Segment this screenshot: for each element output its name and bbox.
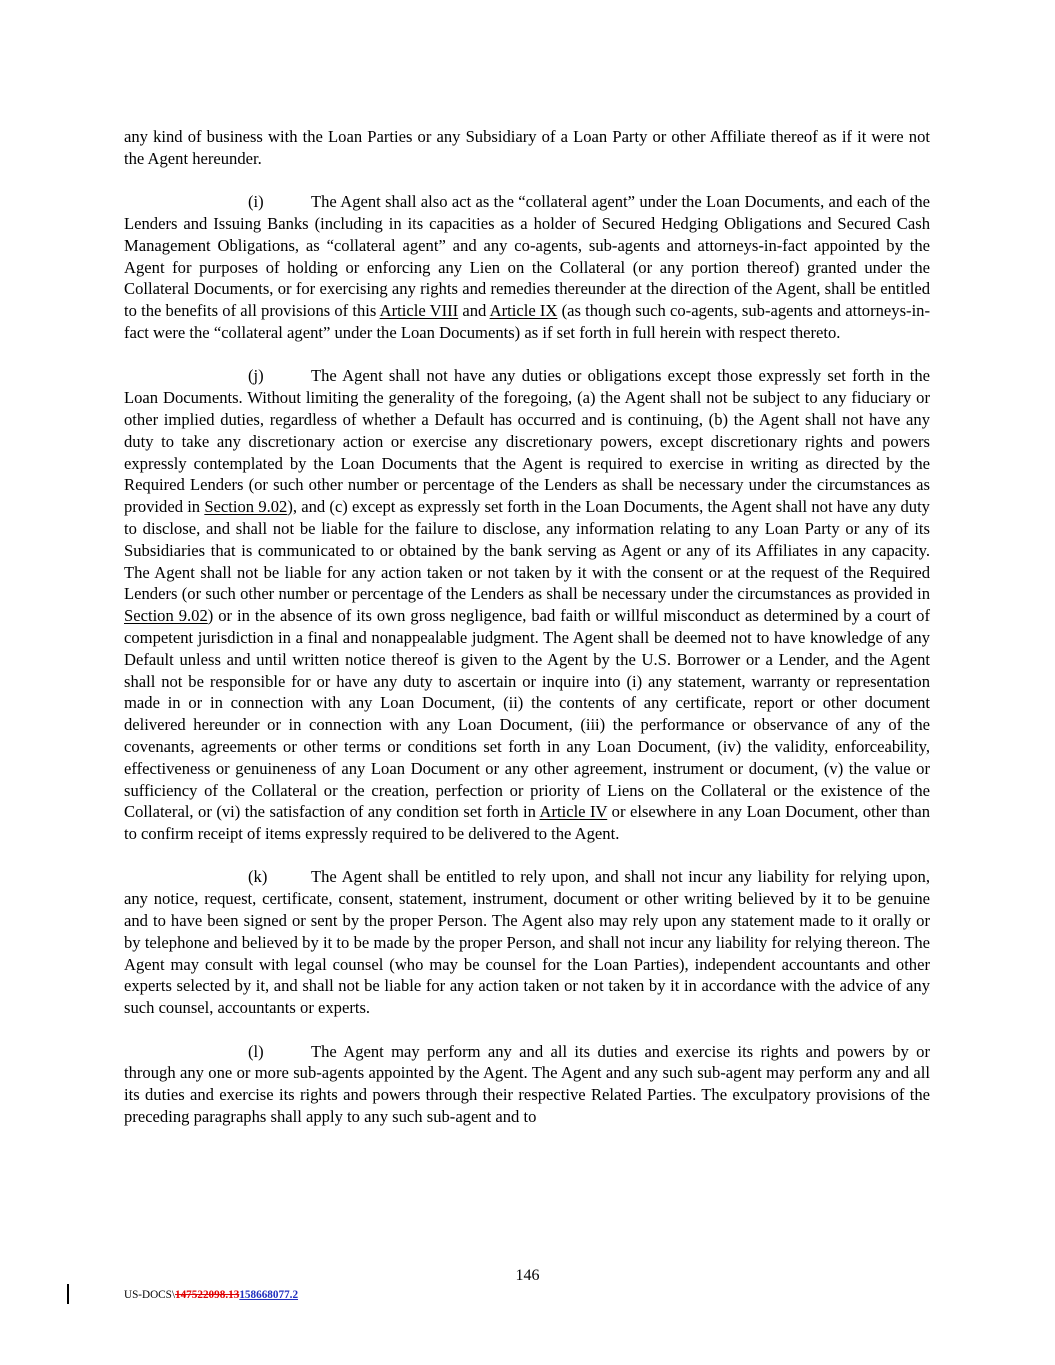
cross-reference-section-9-02: Section 9.02: [124, 606, 208, 626]
paragraph-text: The Agent shall not have any duties or obligations except those expressly set forth in the Loan Documents. Without limiting the generality of the foregoing, (a) the Agent shall not be subject to any fiduciary or other implied duties, regardless of whether a Default has occurred and is continuing, (b) the Agent shall not have any duty to take any discretionary action or exercise any discretionary powers, except discretionary rights and powers expressly contemplated by the Loan Documents that the Agent is required to exercise in writing as directed by the Required Lenders (or such other number or percentage of the Lenders as shall be necessary under the circumstances as provided in: [124, 366, 930, 517]
paragraph-l: [124, 1041, 930, 1128]
paragraph-j: [124, 365, 930, 845]
inserted-document-number: 158668077.2: [239, 1289, 299, 1301]
paragraph-continuation: [124, 126, 930, 170]
paragraph-i: [124, 191, 930, 344]
revision-change-bar: [67, 1284, 69, 1304]
cross-reference-section-9-02: Section 9.02: [204, 497, 288, 517]
paragraph-text: (as though such co-agents, sub-agents and attorneys-in-fact were the “collateral agent” under the Loan Documents) as if set forth in full herein with respect thereto.: [124, 301, 931, 342]
paragraph-text: or elsewhere in any Loan Document, other than to confirm receipt of items expressly required to be delivered to the Agent.: [124, 802, 930, 844]
page-number: 146: [515, 1267, 540, 1284]
paragraph-text: ), and (c) except as expressly set forth in the Loan Documents, the Agent shall not have any duty to disclose, and shall not be liable for the failure to disclose, any information relating to any Loan Party or any of its Subsidiaries that is communicated to or obtained by the bank serving as Agent or any of its Affiliates in any capacity. The Agent shall not be liable for any action taken or not taken by it with the consent or at the request of the Required Lenders (or such other number or percentage of the Lenders as shall be necessary under the circumstances as provided in: [124, 497, 930, 604]
paragraph-marker: (i): [248, 192, 264, 212]
paragraph-text: The Agent shall be entitled to rely upon, and shall not incur any liability for relying upon, any notice, request, certificate, consent, statement, instrument, document or other writing believed by it to be genuine and to have been signed or sent by the proper Person. The Agent also may rely upon any statement made to it orally or by telephone and believed by it to be made by the proper Person, and shall not incur any liability for relying thereon. The Agent may consult with legal counsel (who may be counsel for the Loan Parties), independent accountants and other experts selected by it, and shall not be liable for any action taken or not taken by it in accordance with the advice of any such counsel, accountants or experts.: [124, 867, 930, 1018]
paragraph-text: ) or in the absence of its own gross negligence, bad faith or willful misconduct as determined by a court of competent jurisdiction in a final and nonappealable judgment. The Agent shall be deemed not to have knowledge of any Default unless and until written notice thereof is given to the Agent by the U.S. Borrower or a Lender, and the Agent shall not be responsible for or have any duty to ascertain or inquire into (i) any statement, warranty or representation made in or in connection with any Loan Document, (ii) the contents of any certificate, report or other document delivered hereunder or in connection with any Loan Document, (iii) the performance or observance of any of the covenants, agreements or other terms or conditions set forth in any Loan Document, (iv) the validity, enforceability, effectiveness or genuineness of any Loan Document or any other agreement, instrument or document, (v) the value or sufficiency of the Collateral or the creation, perfection or priority of Liens on the Collateral or the existence of the Collateral, or (vi) the satisfaction of any condition set forth in: [124, 606, 931, 822]
paragraph-marker: (l): [248, 1041, 264, 1061]
cross-reference-article-iv: Article IV: [539, 802, 608, 822]
paragraph-k: [124, 866, 930, 1019]
paragraph-text: and: [458, 301, 490, 321]
paragraph-text: any kind of business with the Loan Parties or any Subsidiary of a Loan Party or other Affiliate thereof as if it were not the Agent hereunder.: [124, 127, 930, 168]
paragraph-marker: (k): [248, 867, 268, 887]
cross-reference-article-ix: Article IX: [489, 301, 558, 321]
deleted-document-number: 147522098.13: [174, 1289, 240, 1301]
document-id-prefix: US-DOCS\: [124, 1289, 175, 1301]
paragraph-text: The Agent may perform any and all its duties and exercise its rights and powers by or through any one or more sub-agents appointed by the Agent. The Agent and any such sub-agent may perform any and all its duties and exercise its rights and powers through their respective Related Parties. The exculpatory provisions of the preceding paragraphs shall apply to any such sub-agent and to: [124, 1041, 930, 1127]
cross-reference-article-viii: Article VIII: [379, 301, 459, 321]
document-body: [124, 126, 930, 1149]
paragraph-text: The Agent shall also act as the “collateral agent” under the Loan Documents, and each of the Lenders and Issuing Banks (including in its capacities as a holder of Secured Hedging Obligations and Secured Cash Management Obligations, as “collateral agent” and any co-agents, sub-agents and attorneys-in-fact appointed by the Agent for purposes of holding or enforcing any Lien on the Collateral (or any portion thereof) granted under the Collateral Documents, or for exercising any rights and remedies thereunder at the direction of the Agent, shall be entitled to the benefits of all provisions of this: [124, 192, 930, 321]
paragraph-marker: (j): [248, 366, 264, 386]
document-id-footer: [124, 1289, 298, 1301]
